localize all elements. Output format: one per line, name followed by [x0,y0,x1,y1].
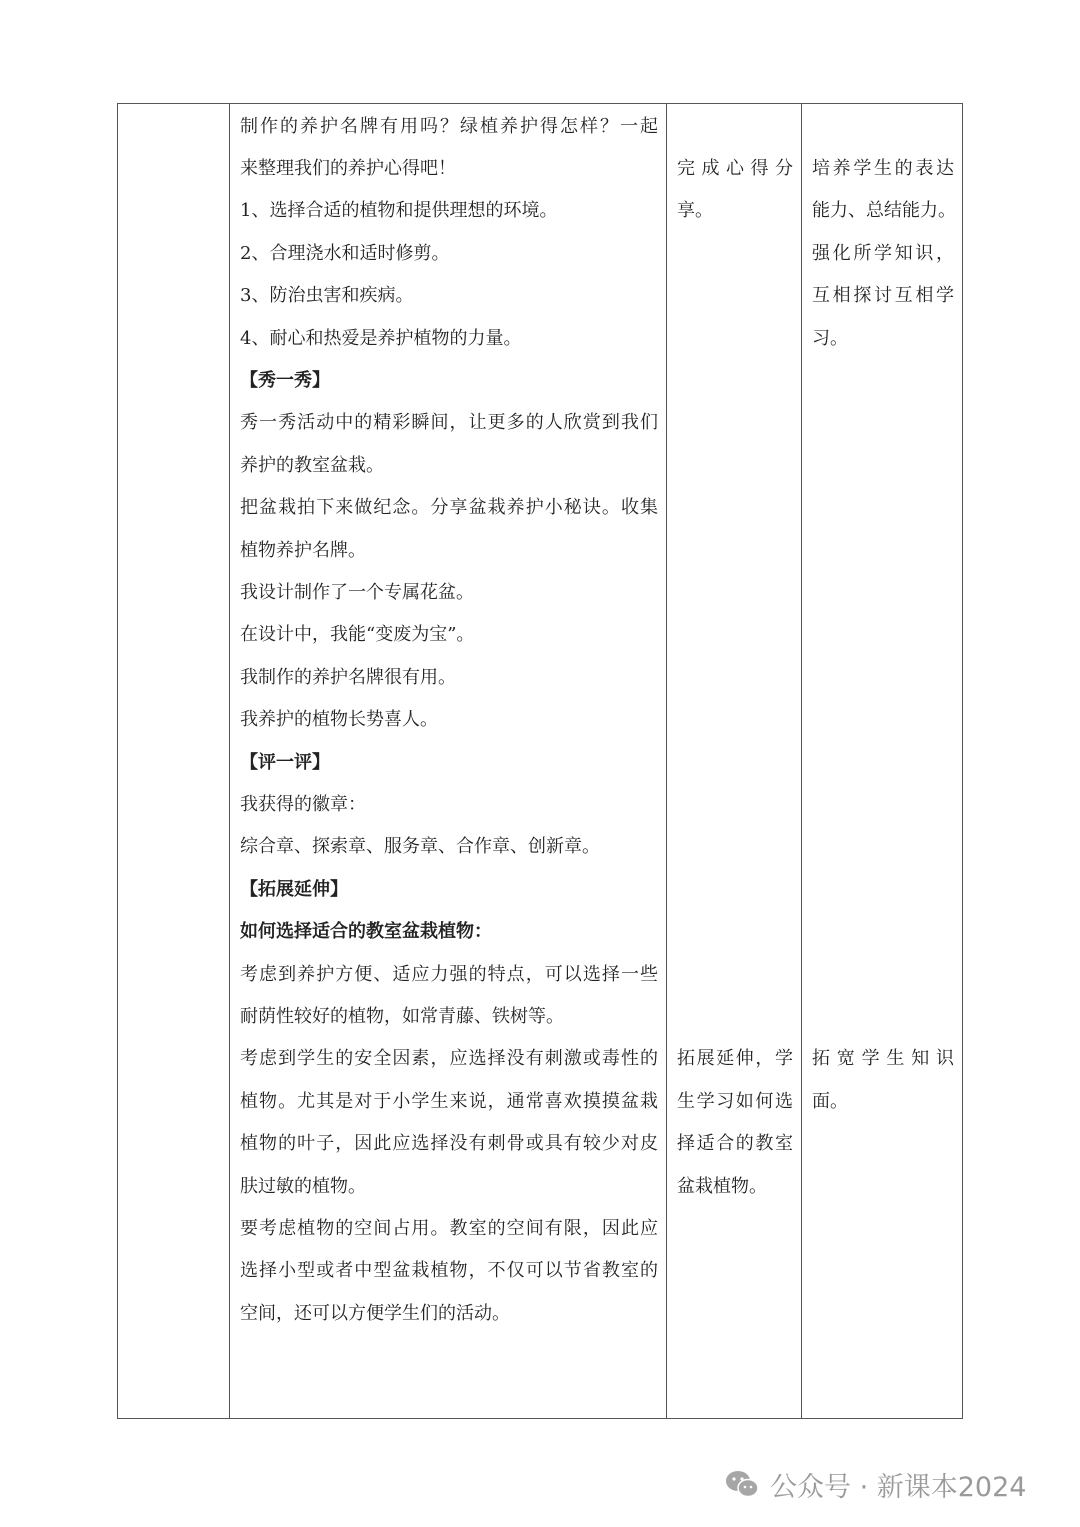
content-line: 植物的叶子，因此应选择没有刺骨或具有较少对皮 [240,1133,658,1154]
design-intent-column [812,104,954,1418]
intent-line: 能力、总结能力。 [812,200,956,221]
column-divider [229,104,230,1418]
intent-line: 互相探讨互相学 [812,285,954,306]
content-line: 考虑到学生的安全因素，应选择没有刺激或毒性的 [240,1048,658,1069]
section-heading: 【评一评】 [240,752,330,773]
intent-line: 面。 [812,1091,848,1112]
content-line: 秀一秀活动中的精彩瞬间，让更多的人欣赏到我们 [240,412,658,433]
activity-line: 生学习如何选 [677,1091,793,1112]
activity-line: 享。 [677,200,713,221]
column-divider [801,104,802,1418]
content-line: 养护的教室盆栽。 [240,455,384,476]
activity-line: 拓展延伸，学 [677,1048,793,1069]
content-line: 植物养护名牌。 [240,540,366,561]
content-line: 综合章、探索章、服务章、合作章、创新章。 [240,836,600,857]
content-line: 空间，还可以方便学生们的活动。 [240,1303,510,1324]
intent-line: 拓宽学生知识 [812,1048,954,1069]
content-line: 考虑到养护方便、适应力强的特点，可以选择一些 [240,964,658,985]
content-line: 肤过敏的植物。 [240,1176,366,1197]
column-divider [666,104,667,1418]
content-line: 要考虑植物的空间占用。教室的空间有限，因此应 [240,1218,658,1239]
content-line: 4、耐心和热爱是养护植物的力量。 [240,328,522,349]
content-line: 2、合理浇水和适时修剪。 [240,243,450,264]
content-line: 我养护的植物长势喜人。 [240,709,438,730]
content-line: 植物。尤其是对于小学生来说，通常喜欢摸摸盆栽 [240,1091,658,1112]
intent-line: 培养学生的表达 [812,158,954,179]
watermark [724,1462,1026,1506]
student-activity-column [677,104,793,1418]
intent-line: 强化所学知识， [812,243,954,264]
content-line: 1、选择合适的植物和提供理想的环境。 [240,200,558,221]
content-line: 制作的养护名牌有用吗？绿植养护得怎样？一起 [240,116,658,137]
content-line: 在设计中，我能“变废为宝”。 [240,624,475,645]
activity-line: 盆栽植物。 [677,1176,767,1197]
stage-column [118,104,229,1418]
content-line: 我设计制作了一个专属花盆。 [240,582,474,603]
content-line: 选择小型或者中型盆栽植物，不仅可以节省教室的 [240,1260,658,1281]
lesson-plan-table [117,103,963,1419]
content-line: 把盆栽拍下来做纪念。分享盆栽养护小秘诀。收集 [240,497,658,518]
intent-line: 习。 [812,328,848,349]
wechat-icon [724,1469,760,1499]
activity-line: 完成心得分 [677,158,793,179]
content-line: 我获得的徽章： [240,794,366,815]
content-line: 我制作的养护名牌很有用。 [240,667,456,688]
activity-line: 择适合的教室 [677,1133,793,1154]
section-heading: 【拓展延伸】 [240,879,348,900]
content-line: 来整理我们的养护心得吧！ [240,158,456,179]
content-line: 3、防治虫害和疾病。 [240,285,414,306]
subsection-heading: 如何选择适合的教室盆栽植物： [240,921,492,942]
content-line: 耐荫性较好的植物，如常青藤、铁树等。 [240,1006,564,1027]
content-column [240,104,658,1418]
watermark-text: 公众号 · 新课本2024 [770,1471,1027,1503]
section-heading: 【秀一秀】 [240,370,330,391]
